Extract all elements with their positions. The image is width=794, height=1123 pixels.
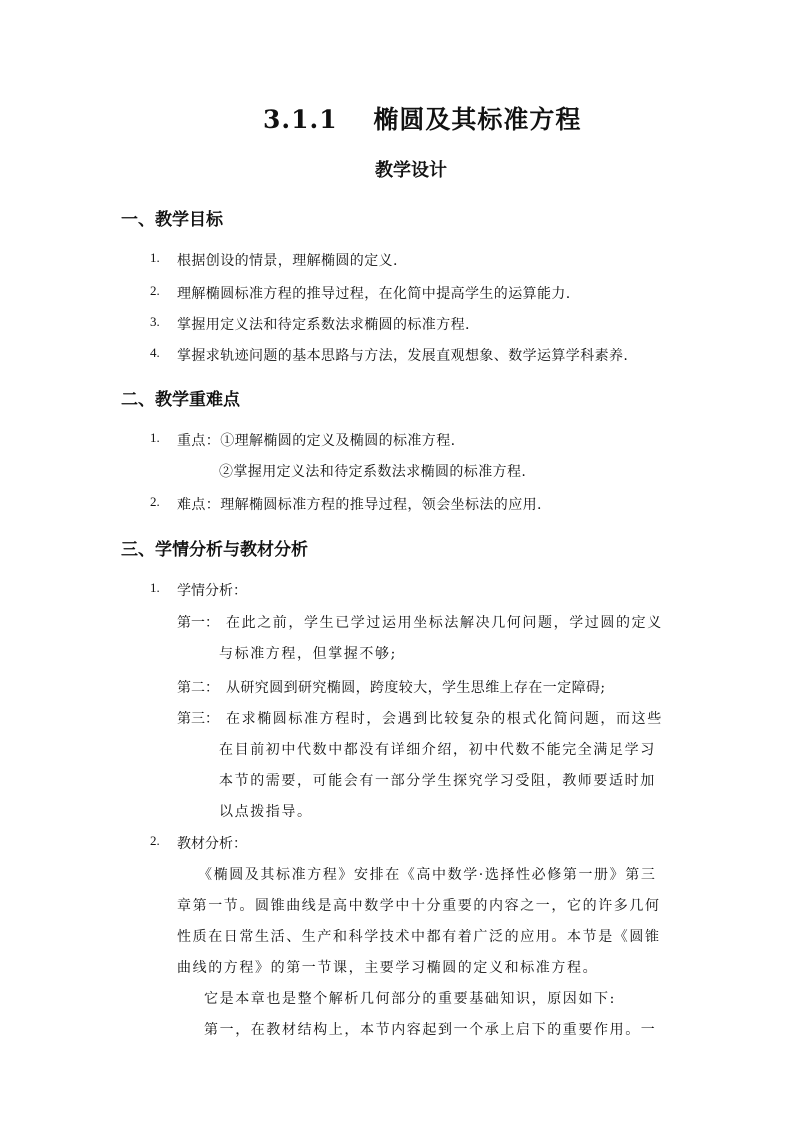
paragraph-label: 第三： (177, 711, 219, 727)
paragraph-label: 第一： (177, 615, 219, 631)
key-point-line: ②掌握用定义法和待定系数法求椭圆的标准方程. (219, 464, 527, 480)
subsection-label: 学情分析： (177, 583, 247, 599)
title-text: 椭圆及其标准方程 (373, 105, 582, 134)
list-item-text: 根据创设的情景，理解椭圆的定义. (177, 253, 398, 269)
list-item-number: 2. (150, 833, 160, 848)
paragraph-line: 与标准方程，但掌握不够; (219, 646, 397, 662)
paragraph-line: 曲线的方程》的第一节课，主要学习椭圆的定义和标准方程。 (177, 960, 599, 976)
list-item-number: 4. (150, 345, 160, 360)
paragraph-line: 章第一节。圆锥曲线是高中数学中十分重要的内容之一，它的许多几何 (177, 898, 661, 914)
section-heading-objectives: 一、教学目标 (121, 210, 223, 230)
paragraph-line: 在此之前，学生已学过运用坐标法解决几何问题，学过圆的定义 (226, 615, 663, 631)
list-item-number: 1. (150, 580, 160, 595)
paragraph-line: 第一，在教材结构上，本节内容起到一个承上启下的重要作用。一 (204, 1022, 657, 1038)
paragraph-line: 它是本章也是整个解析几何部分的重要基础知识，原因如下: (204, 991, 616, 1007)
list-item-text: 掌握求轨迹问题的基本思路与方法，发展直观想象、数学运算学科素养. (177, 348, 629, 364)
list-item-number: 2. (150, 494, 160, 509)
document-subtitle: 教学设计 (375, 160, 447, 181)
paragraph-line: 本节的需要，可能会有一部分学生探究学习受阻，教师要适时加 (219, 773, 656, 789)
subsection-label: 教材分析： (177, 836, 247, 852)
list-item-number: 1. (150, 430, 160, 445)
paragraph-line: 在求椭圆标准方程时，会遇到比较复杂的根式化简问题，而这些 (226, 711, 663, 727)
section-heading-analysis: 三、学情分析与教材分析 (121, 540, 308, 560)
list-item-text: 理解椭圆标准方程的推导过程，在化简中提高学生的运算能力. (177, 286, 571, 302)
list-item-text: 掌握用定义法和待定系数法求椭圆的标准方程. (177, 317, 470, 333)
paragraph-line: 以点拨指导。 (219, 804, 313, 820)
list-item-number: 1. (150, 250, 160, 265)
paragraph-line: 《椭圆及其标准方程》安排在《高中数学·选择性必修第一册》第三 (198, 867, 657, 883)
key-point-line: 重点：①理解椭圆的定义及椭圆的标准方程. (177, 433, 456, 449)
paragraph-line: 从研究圆到研究椭圆，跨度较大，学生思维上存在一定障碍; (226, 680, 606, 696)
document-title (263, 100, 581, 136)
difficulty-line: 难点：理解椭圆标准方程的推导过程，领会坐标法的应用. (177, 497, 542, 513)
list-item-number: 2. (150, 283, 160, 298)
paragraph-line: 在目前初中代数中都没有详细介绍，初中代数不能完全满足学习 (219, 742, 656, 758)
list-item-number: 3. (150, 314, 160, 329)
section-heading-key-points: 二、教学重难点 (121, 390, 240, 410)
paragraph-label: 第二： (177, 680, 219, 696)
title-number: 3.1.1 (263, 105, 338, 134)
paragraph-line: 性质在日常生活、生产和科学技术中都有着广泛的应用。本节是《圆锥 (177, 929, 661, 945)
